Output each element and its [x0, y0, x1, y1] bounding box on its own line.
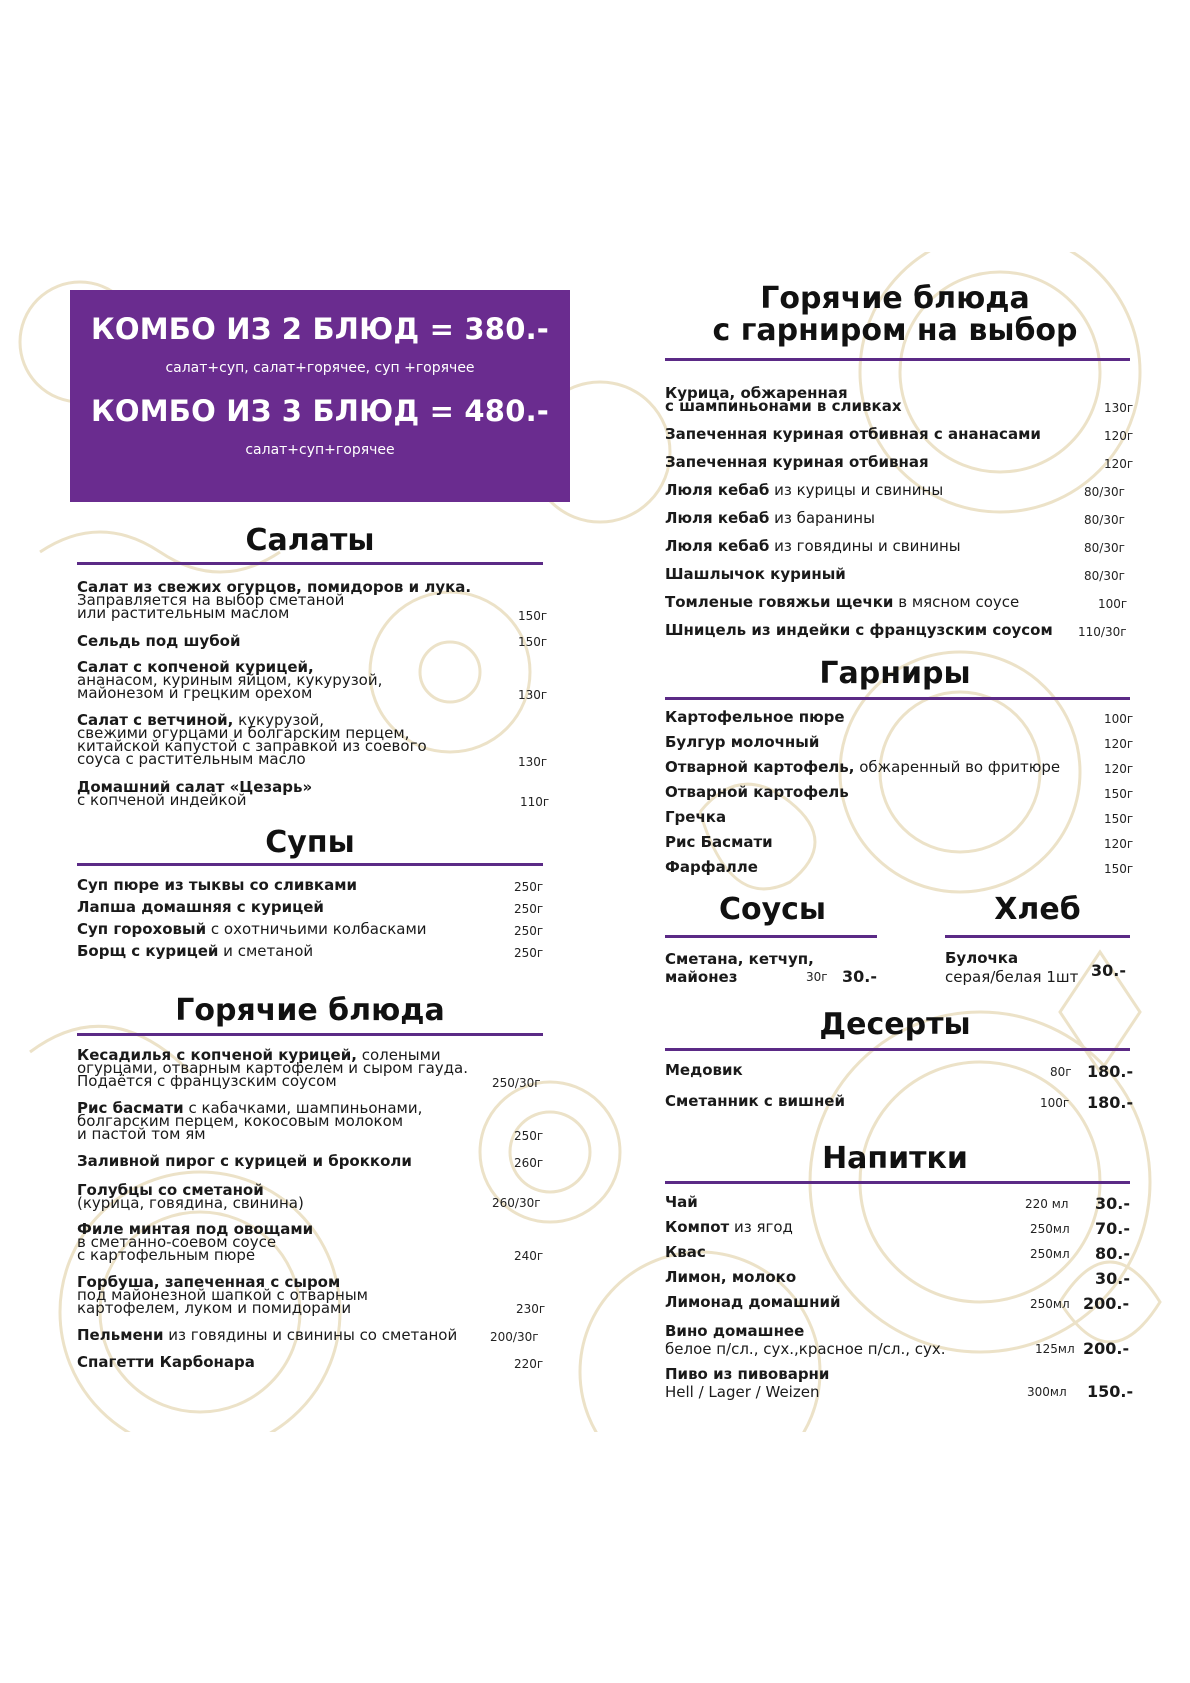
hot-garnish-title-line2: с гарниром на выбор	[712, 313, 1078, 348]
menu-item	[77, 632, 241, 650]
hot-garnish-rule	[665, 358, 1130, 361]
item-name: Курица, обжаренная	[665, 384, 848, 402]
item-desc: Заправляется на выбор сметаной	[77, 591, 345, 609]
item-name: Булгур молочный	[665, 733, 820, 751]
item-weight: 220г	[514, 1357, 544, 1371]
item-weight: 230г	[516, 1302, 546, 1316]
sauces-rule	[665, 935, 877, 938]
item-weight: 250г	[514, 924, 544, 938]
hot-garnish-title-line1: Горячие блюда	[760, 281, 1030, 316]
salads-rule	[77, 562, 543, 565]
item-price: 30.-	[1095, 1194, 1130, 1213]
menu-item	[77, 578, 472, 622]
item-desc: с охотничьими колбасками	[206, 920, 427, 938]
item-name: Лимонад домашний	[665, 1293, 841, 1311]
combo-2-title: КОМБО ИЗ 2 БЛЮД = 380.-	[90, 312, 550, 346]
item-name: Шашлычок куриный	[665, 565, 846, 583]
item-weight: 80/30г	[1084, 569, 1125, 583]
item-desc: солеными	[356, 1046, 441, 1064]
item-name: Чай	[665, 1193, 698, 1211]
menu-item	[77, 658, 383, 702]
item-desc: картофелем, луком и помидорами	[77, 1299, 352, 1317]
menu-item	[77, 1220, 314, 1264]
item-name: Отварной картофель	[665, 783, 849, 801]
item-weight: 260/30г	[492, 1196, 541, 1210]
item-name: Запеченная куриная отбивная с ананасами	[665, 425, 1041, 443]
drinks-title: Напитки	[822, 1141, 968, 1176]
item-desc: кукурузой,	[233, 711, 325, 729]
menu-item	[665, 1218, 793, 1236]
item-name: Медовик	[665, 1061, 743, 1079]
item-name: Квас	[665, 1243, 706, 1261]
menu-item	[665, 1293, 841, 1311]
item-weight: 80г	[1050, 1065, 1072, 1079]
menu-item	[665, 708, 845, 726]
item-name: Шницель из индейки с французским соусом	[665, 621, 1053, 639]
item-name: Пиво из пивоварни	[665, 1365, 830, 1383]
item-desc: с шампиньонами в сливках	[665, 397, 902, 415]
item-name: Салат из свежих огурцов, помидоров и лука.	[77, 578, 472, 596]
item-weight: 250г	[514, 1129, 544, 1143]
item-name: Горбуша, запеченная с сыром	[77, 1273, 341, 1291]
item-desc: из баранины	[769, 509, 875, 527]
salads-title: Салаты	[245, 523, 375, 558]
soups-rule	[77, 863, 543, 866]
menu-item	[665, 1193, 698, 1211]
item-desc: с копченой индейкой	[77, 791, 247, 809]
item-name: Рис Басмати	[665, 833, 773, 851]
item-desc: (курица, говядина, свинина)	[77, 1194, 304, 1212]
menu-item	[665, 593, 1020, 611]
menu-item	[665, 565, 846, 583]
item-desc: под майонезной шапкой с отварным	[77, 1286, 368, 1304]
item-weight: 150г	[1104, 862, 1134, 876]
item-price: 30.-	[1095, 1269, 1130, 1288]
combo-banner	[70, 290, 570, 502]
menu-item	[665, 808, 727, 826]
menu-item	[77, 898, 324, 916]
item-desc: с картофельным пюре	[77, 1246, 256, 1264]
item-weight: 120г	[1104, 762, 1134, 776]
item-desc: болгарским перцем, кокосовым молоком	[77, 1112, 404, 1130]
item-desc: из ягод	[729, 1218, 793, 1236]
menu-item	[665, 1268, 797, 1286]
item-desc: обжаренный во фритюре	[854, 758, 1061, 776]
item-desc: из говядины и свинины со сметаной	[163, 1326, 458, 1344]
item-price: 180.-	[1087, 1062, 1134, 1081]
menu-item	[665, 783, 849, 801]
item-weight: 80/30г	[1084, 541, 1125, 555]
item-name: Булочка	[945, 949, 1019, 967]
menu-item	[77, 1046, 468, 1090]
garnish-rule	[665, 697, 1130, 700]
item-weight: 110/30г	[1078, 625, 1127, 639]
combo-2-subtitle: салат+суп, салат+горячее, суп +горячее	[165, 360, 475, 376]
item-desc: из говядины и свинины	[769, 537, 961, 555]
menu-item	[665, 425, 1041, 443]
item-weight: 125мл	[1035, 1342, 1075, 1356]
menu-item	[77, 1099, 423, 1143]
item-weight: 250мл	[1030, 1247, 1070, 1261]
item-name: Картофельное пюре	[665, 708, 845, 726]
item-desc: из курицы и свинины	[769, 481, 944, 499]
item-weight: 120г	[1104, 457, 1134, 471]
item-weight: 200/30г	[490, 1330, 539, 1344]
item-weight: 100г	[1098, 597, 1128, 611]
menu-item	[77, 1326, 458, 1344]
item-desc: Hell / Lager / Weizen	[665, 1383, 820, 1401]
item-name: Суп пюре из тыквы со сливками	[77, 876, 357, 894]
item-price: 80.-	[1095, 1244, 1130, 1263]
item-name: Запеченная куриная отбивная	[665, 453, 929, 471]
item-name: Фарфалле	[665, 858, 758, 876]
soups-title: Супы	[265, 825, 355, 860]
item-name: Сельдь под шубой	[77, 632, 241, 650]
item-weight: 150г	[518, 609, 548, 623]
item-desc: ананасом, куриным яйцом, кукурузой,	[77, 671, 383, 689]
item-name: Люля кебаб	[665, 537, 770, 555]
item-weight: 30г	[806, 970, 828, 984]
item-price: 200.-	[1083, 1294, 1130, 1313]
menu-item	[945, 949, 1078, 987]
item-name: Лимон, молоко	[665, 1268, 797, 1286]
item-desc: в сметанно-соевом соусе	[77, 1233, 277, 1251]
hot-garnish-title	[660, 283, 1130, 347]
hot-title: Горячие блюда	[175, 993, 445, 1028]
item-name: Вино домашнее	[665, 1322, 805, 1340]
item-weight: 130г	[518, 755, 548, 769]
item-desc: свежими огурцами и болгарским перцем,	[77, 724, 410, 742]
item-name: Суп гороховый	[77, 920, 207, 938]
garnish-title: Гарниры	[819, 656, 971, 691]
menu-item	[665, 1243, 706, 1261]
item-weight: 130г	[518, 688, 548, 702]
item-name: Салат с ветчиной,	[77, 711, 234, 729]
item-name: Гречка	[665, 808, 727, 826]
menu-item	[665, 509, 875, 527]
desserts-rule	[665, 1048, 1130, 1051]
item-weight: 80/30г	[1084, 513, 1125, 527]
menu-item	[665, 950, 814, 986]
item-weight: 250г	[514, 946, 544, 960]
item-name: Лапша домашняя с курицей	[77, 898, 324, 916]
item-weight: 150г	[1104, 812, 1134, 826]
item-name: Борщ с курицей	[77, 942, 219, 960]
sauces-title: Соусы	[718, 892, 827, 927]
menu-item	[77, 876, 357, 894]
menu-item	[77, 942, 314, 960]
item-desc: Подаётся с французским соусом	[77, 1072, 337, 1090]
menu-item	[665, 858, 758, 876]
item-weight: 260г	[514, 1156, 544, 1170]
item-desc: майонезом и грецким орехом	[77, 684, 313, 702]
menu-item	[77, 920, 427, 938]
hot-rule	[77, 1033, 543, 1036]
item-weight: 250г	[514, 880, 544, 894]
item-name: Кесадилья с копченой курицей,	[77, 1046, 357, 1064]
item-name: Люля кебаб	[665, 481, 770, 499]
menu-item	[665, 733, 820, 751]
item-name: Отварной картофель,	[665, 758, 855, 776]
item-price: 200.-	[1083, 1339, 1130, 1358]
item-desc: или растительным маслом	[77, 604, 290, 622]
item-name: Рис басмати	[77, 1099, 184, 1117]
bread-rule	[945, 935, 1130, 938]
desserts-title: Десерты	[819, 1007, 971, 1042]
menu-item	[77, 1152, 412, 1170]
item-name: Люля кебаб	[665, 509, 770, 527]
item-desc: и пастой том ям	[77, 1125, 206, 1143]
item-name: Пельмени	[77, 1326, 164, 1344]
menu-item	[665, 1092, 845, 1110]
item-weight: 120г	[1104, 429, 1134, 443]
item-weight: 100г	[1104, 712, 1134, 726]
item-weight: 300мл	[1027, 1385, 1067, 1399]
item-name: Томленые говяжьи щечки	[665, 593, 894, 611]
menu-item	[665, 384, 902, 415]
menu-item	[665, 1061, 743, 1079]
menu-item	[665, 758, 1061, 776]
item-weight: 150г	[518, 635, 548, 649]
item-desc: соуса с растительным масло	[77, 750, 306, 768]
menu-item	[665, 833, 773, 851]
item-desc: серая/белая 1шт	[945, 968, 1079, 986]
menu-item	[77, 778, 313, 809]
item-name: Филе минтая под овощами	[77, 1220, 314, 1238]
item-weight: 120г	[1104, 837, 1134, 851]
item-desc: в мясном соусе	[893, 593, 1020, 611]
item-price: 70.-	[1095, 1219, 1130, 1238]
menu-item	[665, 481, 944, 499]
item-weight: 110г	[520, 795, 550, 809]
item-weight: 240г	[514, 1249, 544, 1263]
item-price: 180.-	[1087, 1093, 1134, 1112]
item-name: Салат с копченой курицей,	[77, 658, 314, 676]
menu-item	[77, 1181, 304, 1212]
menu-item	[77, 1273, 368, 1317]
item-weight: 220 мл	[1025, 1197, 1069, 1211]
item-name: Сметана, кетчуп,	[665, 950, 814, 968]
item-weight: 80/30г	[1084, 485, 1125, 499]
bread-title: Хлеб	[994, 892, 1081, 927]
item-weight: 250/30г	[492, 1076, 541, 1090]
menu-item	[665, 1322, 946, 1358]
item-name: Домашний салат «Цезарь»	[77, 778, 313, 796]
item-weight: 250г	[514, 902, 544, 916]
item-name: Заливной пирог с курицей и брокколи	[77, 1152, 412, 1170]
item-name: майонез	[665, 968, 738, 986]
item-weight: 250мл	[1030, 1297, 1070, 1311]
item-desc: и сметаной	[218, 942, 314, 960]
item-name: Голубцы со сметаной	[77, 1181, 264, 1199]
menu-item	[665, 1365, 829, 1401]
menu-item	[665, 621, 1053, 639]
item-price: 30.-	[842, 967, 877, 986]
item-weight: 130г	[1104, 401, 1134, 415]
item-desc: китайской капустой с заправкой из соевого	[77, 737, 427, 755]
menu-item	[665, 537, 961, 555]
item-name: Спагетти Карбонара	[77, 1353, 255, 1371]
item-weight: 120г	[1104, 737, 1134, 751]
drinks-rule	[665, 1181, 1130, 1184]
item-price: 150.-	[1087, 1382, 1134, 1401]
combo-3-subtitle: салат+суп+горячее	[245, 442, 395, 458]
item-desc: огурцами, отварным картофелем и сыром гауда.	[77, 1059, 468, 1077]
item-weight: 150г	[1104, 787, 1134, 801]
item-weight: 250мл	[1030, 1222, 1070, 1236]
item-desc: с кабачками, шампиньонами,	[183, 1099, 423, 1117]
item-weight: 100г	[1040, 1096, 1070, 1110]
item-desc: белое п/сл., сух.,красное п/сл., сух.	[665, 1340, 946, 1358]
menu-item	[77, 1353, 255, 1371]
item-name: Сметанник с вишней	[665, 1092, 845, 1110]
item-price: 30.-	[1091, 961, 1126, 980]
menu-item	[665, 453, 929, 471]
combo-3-title: КОМБО ИЗ 3 БЛЮД = 480.-	[90, 394, 550, 428]
item-name: Компот	[665, 1218, 730, 1236]
menu-item	[77, 711, 427, 768]
